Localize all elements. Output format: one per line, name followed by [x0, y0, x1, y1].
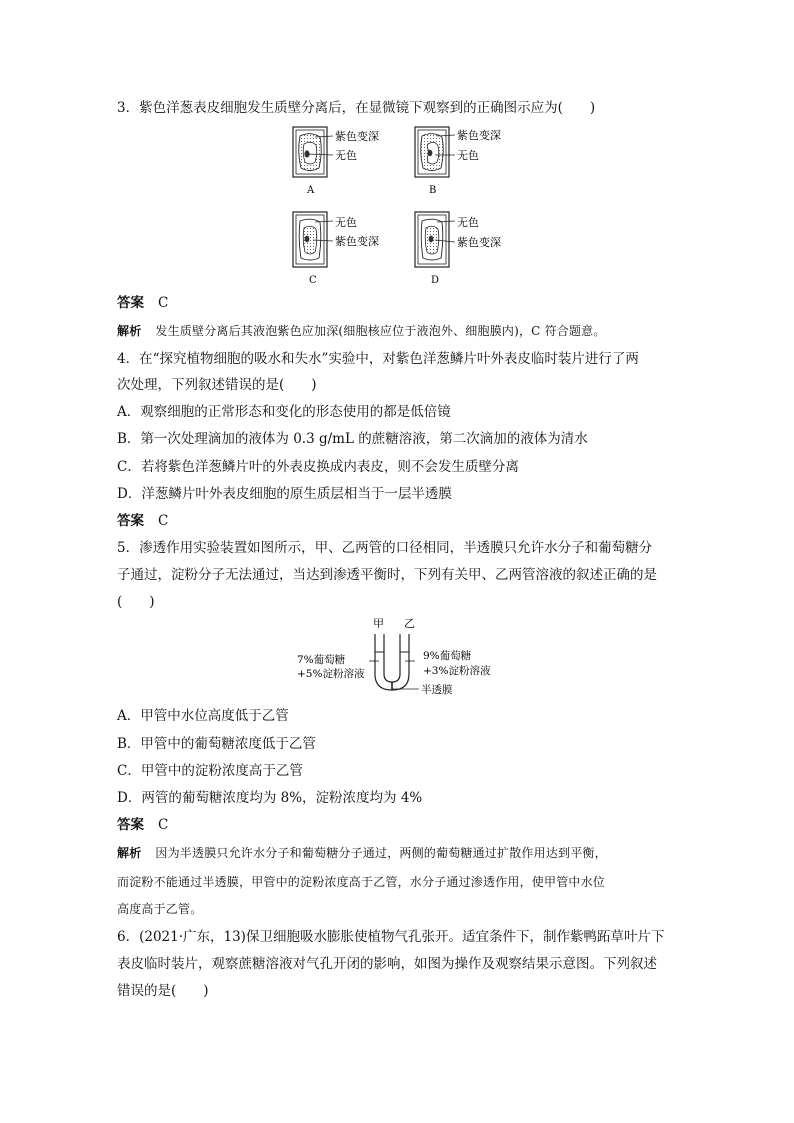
cell-b-top-label: 紫色变深 [457, 129, 501, 142]
left-solution-line-2: +5%淀粉溶液 [297, 668, 365, 680]
cell-c-top-label: 无色 [335, 216, 357, 229]
cell-b-bottom-label: 无色 [457, 149, 479, 162]
cell-a-letter: A [307, 185, 315, 196]
q5-explain-text-1: 因为半透膜只允许水分子和葡萄糖分子通过，两侧的葡萄糖通过扩散作用达到平衡， [155, 846, 607, 860]
q5-explain-label: 解析 [117, 846, 142, 860]
q3-explain-label: 解析 [117, 324, 142, 338]
q5-answer-value: C [158, 817, 169, 833]
q3-answer-value: C [158, 295, 169, 311]
tube-right-label: 乙 [404, 617, 415, 630]
q4-option-d: D．洋葱鳞片叶外表皮细胞的原生质层相当于一层半透膜 [117, 486, 452, 502]
q3-explain-line [117, 322, 606, 340]
cell-d-diagram [415, 212, 455, 267]
cell-d-letter: D [431, 275, 440, 286]
q5-stem-line-3: ( ) [117, 594, 155, 610]
u-tube-diagram [375, 634, 409, 690]
cell-b-letter: B [429, 185, 437, 196]
q3-answer-line [117, 294, 168, 312]
q5-stem-line-1: 5．渗透作用实验装置如图所示，甲、乙两管的口径相同，半透膜只允许水分子和葡萄糖分 [117, 540, 653, 556]
q6-stem-line-2: 表皮临时装片，观察蔗糖溶液对气孔开闭的影响，如图为操作及观察结果示意图。下列叙述 [117, 956, 657, 972]
q5-explain-line-2: 而淀粉不能通过半透膜，甲管中的淀粉浓度高于乙管，水分子通过渗透作用，使甲管中水位 [117, 875, 606, 889]
q5-stem-line-2: 子通过，淀粉分子无法通过，当达到渗透平衡时，下列有关甲、乙两管溶液的叙述正确的是 [117, 567, 657, 583]
q6-stem-line-1: 6．(2021·广东，13)保卫细胞吸水膨胀使植物气孔张开。适宜条件下，制作紫鸭跖草叶片下 [117, 929, 665, 945]
q5-option-a: A．甲管中水位高度低于乙管 [117, 708, 289, 724]
q5-answer-label: 答案 [117, 817, 144, 833]
q5-explain-line-3: 高度高于乙管。 [117, 902, 203, 916]
q5-option-b: B．甲管中的葡萄糖浓度低于乙管 [117, 736, 316, 752]
cell-a-top-label: 紫色变深 [335, 130, 379, 143]
right-solution-line-1: 9%葡萄糖 [423, 650, 472, 662]
cell-c-letter: C [309, 275, 317, 286]
q5-u-tube-figure [295, 616, 535, 702]
q5-answer-line [117, 816, 168, 834]
cell-d-top-label: 无色 [457, 216, 479, 229]
q4-option-b: B．第一次处理滴加的液体为 0.3 g/mL 的蔗糖溶液，第二次滴加的液体为清水 [117, 431, 588, 447]
tube-left-label: 甲 [373, 617, 384, 630]
q3-stem: 3．紫色洋葱表皮细胞发生质壁分离后，在显微镜下观察到的正确图示应为( ) [117, 100, 596, 116]
q4-option-c: C．若将紫色洋葱鳞片叶的外表皮换成内表皮，则不会发生质壁分离 [117, 459, 519, 475]
q4-option-a: A．观察细胞的正常形态和变化的形态使用的都是低倍镜 [117, 404, 451, 420]
q5-option-d: D．两管的葡萄糖浓度均为 8%，淀粉浓度均为 4% [117, 790, 423, 806]
q4-answer-value: C [158, 513, 169, 529]
cell-c-bottom-label: 紫色变深 [335, 235, 379, 248]
left-solution-line-1: 7%葡萄糖 [297, 654, 346, 666]
cell-c-diagram [293, 212, 333, 267]
q5-explain-line-1 [117, 844, 607, 862]
q4-stem-line-1: 4．在“探究植物细胞的吸水和失水”实验中，对紫色洋葱鳞片叶外表皮临时装片进行了两 [117, 351, 639, 367]
cell-b-diagram [415, 127, 455, 177]
cell-a-diagram [293, 127, 333, 177]
q3-cell-figure [285, 122, 525, 292]
membrane-label: 半透膜 [421, 684, 453, 696]
q4-answer-label: 答案 [117, 513, 144, 529]
cell-a-bottom-label: 无色 [335, 149, 357, 162]
q6-stem-line-3: 错误的是( ) [117, 983, 209, 999]
q3-answer-label: 答案 [117, 295, 144, 311]
q3-explain-text: 发生质壁分离后其液泡紫色应加深(细胞核应位于液泡外、细胞膜内)，C 符合题意。 [155, 324, 606, 338]
cell-d-bottom-label: 紫色变深 [457, 236, 501, 249]
q4-stem-line-2: 次处理，下列叙述错误的是( ) [117, 377, 317, 393]
q4-answer-line [117, 512, 168, 530]
q5-option-c: C．甲管中的淀粉浓度高于乙管 [117, 763, 303, 779]
right-solution-line-2: +3%淀粉溶液 [423, 665, 491, 677]
